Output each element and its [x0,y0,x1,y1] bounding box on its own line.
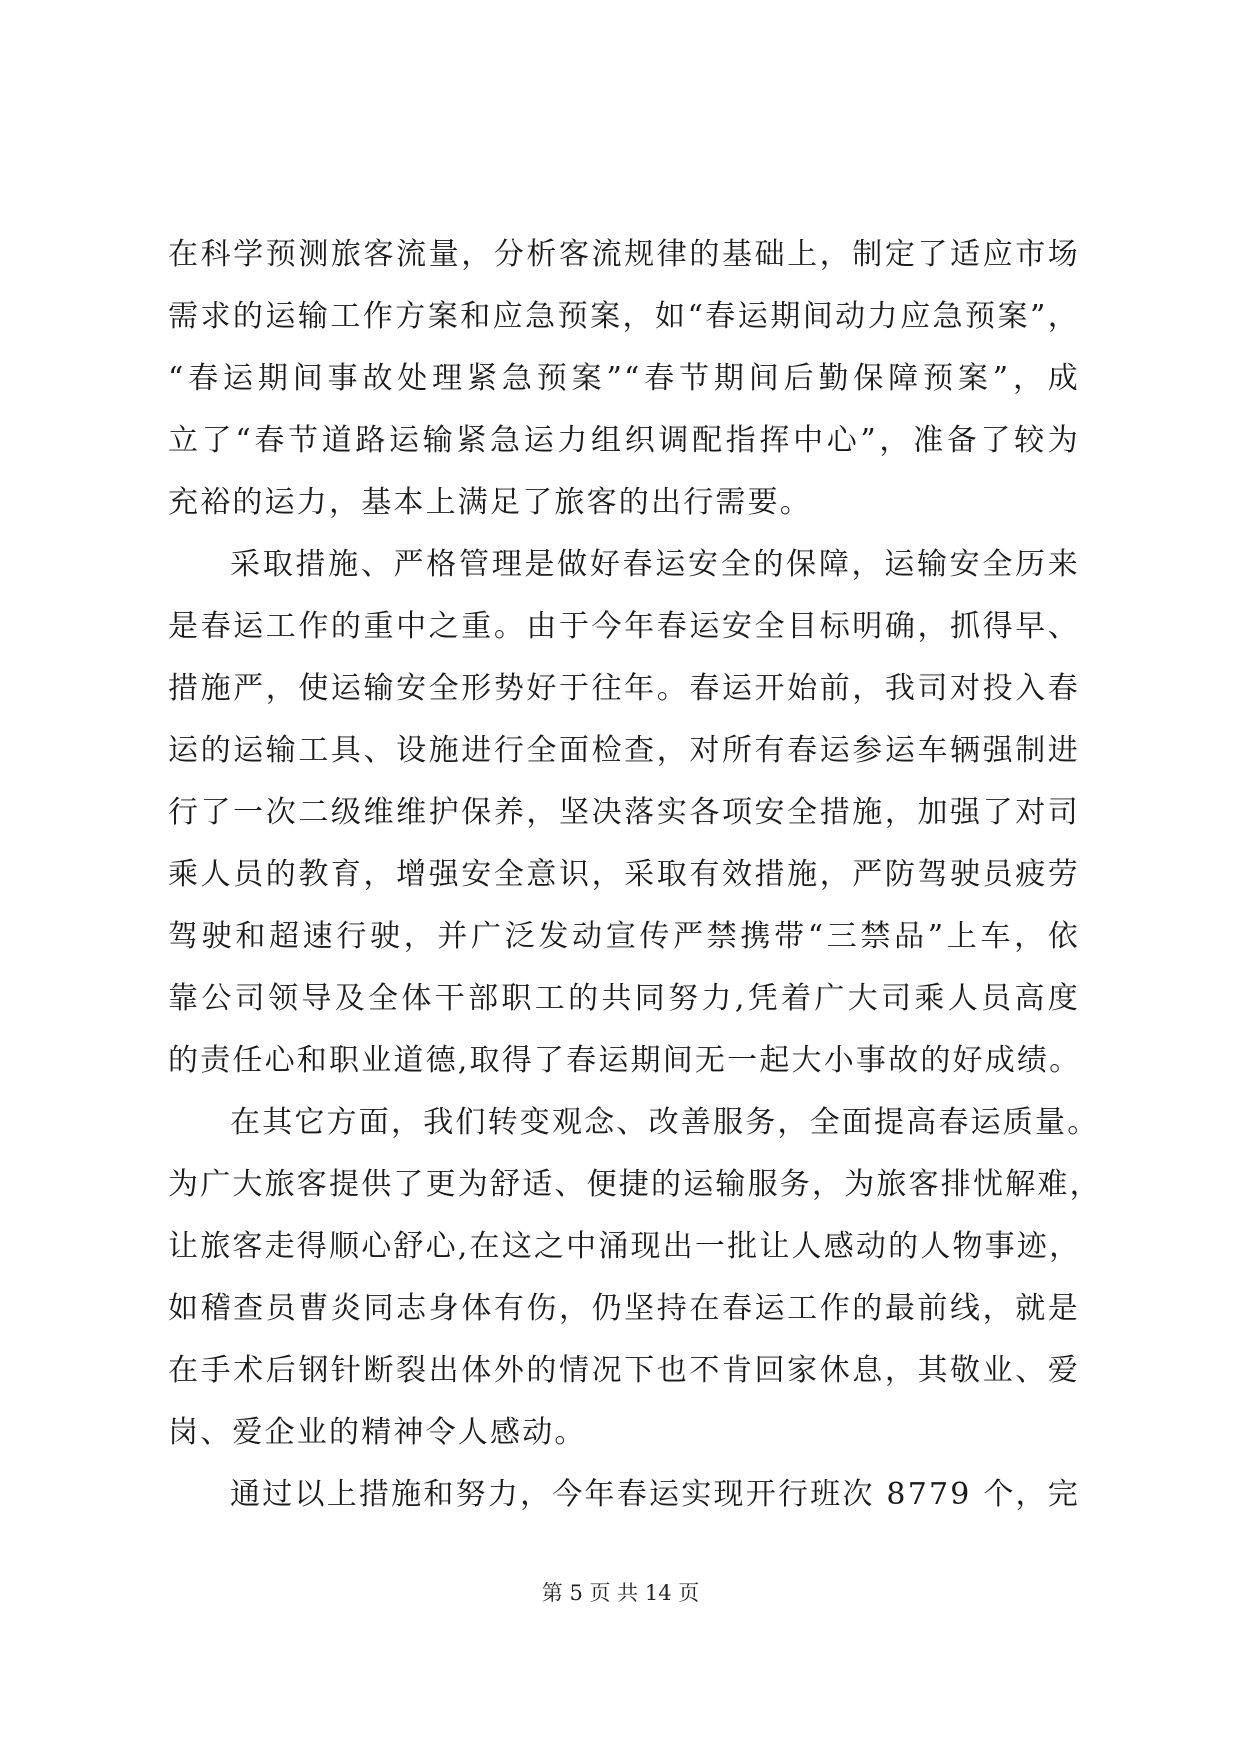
paragraph-2-line-5: 行了一次二级维维护保养，坚决落实各项安全措施，加强了对司 [168,795,1080,830]
paragraph-2-line-2: 是春运工作的重中之重。由于今年春运安全目标明确，抓得早、 [168,609,1080,644]
paragraph-4-line-1: 通过以上措施和努力，今年春运实现开行班次 8779 个，完 [230,1477,1080,1512]
paragraph-1-line-3: “春运期间事故处理紧急预案”“春节期间后勤保障预案”，成 [168,361,1080,396]
paragraph-3-line-1: 在其它方面，我们转变观念、改善服务，全面提高春运质量。 [230,1105,1100,1140]
paragraph-2-line-3: 措施严，使运输安全形势好于往年。春运开始前，我司对投入春 [168,671,1080,706]
document-body [168,224,1102,1526]
paragraph-3-line-3: 让旅客走得顺心舒心,在这之中涌现出一批让人感动的人物事迹， [168,1229,1082,1264]
paragraph-3-line-2: 为广大旅客提供了更为舒适、便捷的运输服务，为旅客排忧解难， [168,1167,1102,1202]
paragraph-3-line-4: 如稽查员曹炎同志身体有伤，仍坚持在春运工作的最前线，就是 [168,1291,1080,1326]
paragraph-1-line-5: 充裕的运力，基本上满足了旅客的出行需要。 [168,485,812,520]
paragraph-2-line-6: 乘人员的教育，增强安全意识，采取有效措施，严防驾驶员疲劳 [168,857,1080,892]
paragraph-2-line-7: 驾驶和超速行驶，并广泛发动宣传严禁携带“三禁品”上车，依 [168,919,1080,954]
paragraph-1-line-1: 在科学预测旅客流量，分析客流规律的基础上，制定了适应市场 [168,237,1080,272]
paragraph-2-line-1: 采取措施、严格管理是做好春运安全的保障，运输安全历来 [230,547,1080,582]
paragraph-3-line-5: 在手术后钢针断裂出体外的情况下也不肯回家休息，其敬业、爱 [168,1353,1080,1388]
paragraph-2-line-8: 靠公司领导及全体干部职工的共同努力,凭着广大司乘人员高度 [168,981,1080,1016]
paragraph-3-line-6: 岗、爱企业的精神令人感动。 [168,1415,587,1450]
paragraph-1-line-4: 立了“春节道路运输紧急运力组织调配指挥中心”，准备了较为 [168,423,1080,458]
paragraph-2-line-9: 的责任心和职业道德,取得了春运期间无一起大小事故的好成绩。 [168,1043,1082,1078]
paragraph-1-line-2: 需求的运输工作方案和应急预案，如“春运期间动力应急预案”， [168,299,1080,334]
paragraph-2-line-4: 运的运输工具、设施进行全面检查，对所有春运参运车辆强制进 [168,733,1080,768]
page-number-footer: 第 5 页 共 14 页 [541,1581,700,1605]
